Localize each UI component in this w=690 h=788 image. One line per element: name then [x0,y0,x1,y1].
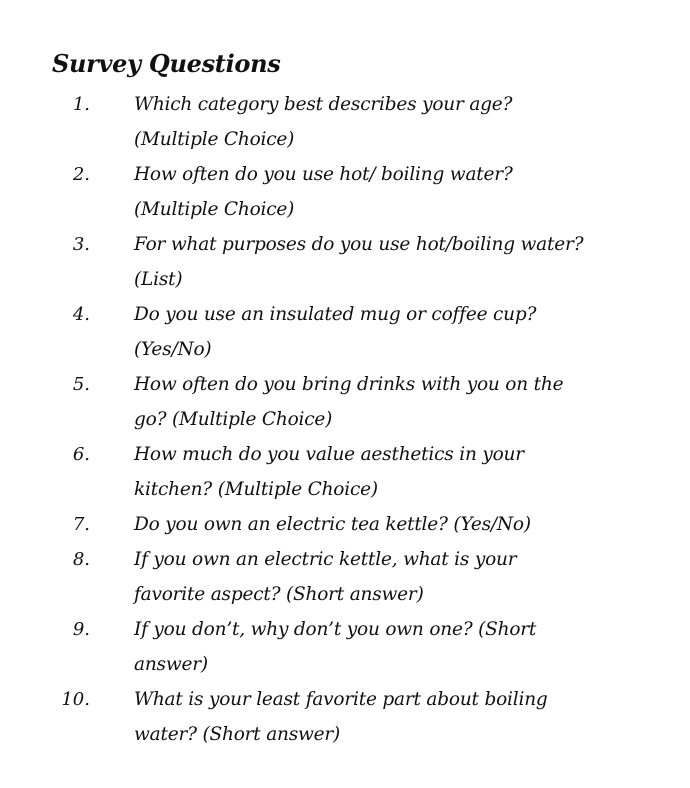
question-number: 10. [61,689,90,710]
question-list [0,87,690,752]
question-item-3 [0,227,690,297]
question-item-6 [0,437,690,507]
question-item-1 [0,87,690,157]
question-number: 7. [72,514,90,535]
question-text: For what purposes do you use hot/boiling water? (List) [134,234,584,290]
question-item-5 [0,367,690,437]
question-number: 1. [72,94,90,115]
question-item-10 [0,682,690,752]
question-item-7 [0,507,690,542]
question-text: If you own an electric kettle, what is your favorite aspect? (Short answer) [134,549,517,605]
question-text: Do you use an insulated mug or coffee cup? (Yes/No) [134,304,537,360]
question-item-8 [0,542,690,612]
question-number: 6. [72,444,90,465]
question-number: 5. [72,374,90,395]
question-text: How often do you use hot/ boiling water? (Multiple Choice) [134,164,513,220]
question-text: Which category best describes your age? (Multiple Choice) [134,94,513,150]
question-text: How much do you value aesthetics in your kitchen? (Multiple Choice) [134,444,524,500]
survey-heading: Survey Questions [52,49,281,78]
question-number: 2. [72,164,90,185]
question-item-9 [0,612,690,682]
question-item-2 [0,157,690,227]
question-number: 8. [72,549,90,570]
question-item-4 [0,297,690,367]
question-text: If you don’t, why don’t you own one? (Short answer) [134,619,537,675]
question-number: 4. [72,304,90,325]
question-number: 3. [72,234,90,255]
question-text: Do you own an electric tea kettle? (Yes/No) [134,514,531,535]
question-number: 9. [72,619,90,640]
question-text: How often do you bring drinks with you on the go? (Multiple Choice) [134,374,564,430]
question-text: What is your least favorite part about boiling water? (Short answer) [134,689,548,745]
